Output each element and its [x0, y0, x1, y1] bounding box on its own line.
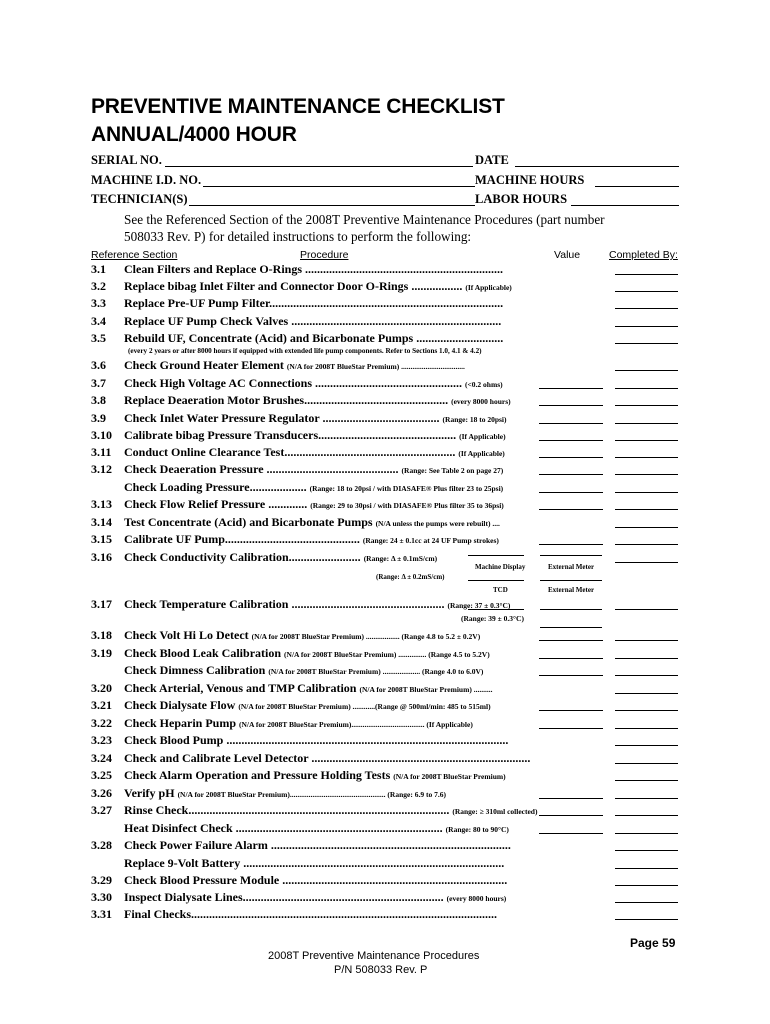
- procedure-text: [124, 445, 544, 460]
- serial-field[interactable]: [165, 166, 473, 167]
- procedure-note: (N/A for 2008T BlueStar Premium) .................. (Range 4.8 to 5.2 ± 0.2V): [251, 632, 481, 641]
- machine-id-row: [91, 173, 679, 191]
- section-number: 3.18: [91, 628, 112, 642]
- external-meter-label-2: External Meter: [548, 586, 595, 594]
- section-number: 3.17: [91, 597, 112, 611]
- conductivity-external-meter-field[interactable]: [540, 555, 602, 556]
- checklist-row: [91, 597, 681, 614]
- checklist-row: [91, 698, 681, 715]
- procedure-label: Rebuild UF, Concentrate (Acid) and Bicarbonate Pumps .............................: [124, 331, 504, 345]
- reference-section-header: Reference Section: [91, 249, 178, 261]
- section-number: 3.16: [91, 550, 112, 564]
- checklist-row: [91, 497, 681, 514]
- value-field[interactable]: [539, 509, 603, 510]
- checklist-row: [91, 821, 681, 838]
- section-number: 3.4: [91, 314, 106, 328]
- procedure-note: (Range: 29 to 30psi / with DIASAFE® Plus filter 35 to 36psi): [310, 501, 504, 510]
- procedure-label: Clean Filters and Replace O-Rings ..................................................................: [124, 262, 503, 276]
- value-field[interactable]: [539, 457, 603, 458]
- procedure-note: (If Applicable): [458, 449, 505, 458]
- checklist-row: [91, 856, 681, 873]
- procedure-label: Check and Calibrate Level Detector .........................................................................: [124, 751, 531, 765]
- section-number: 3.11: [91, 445, 112, 459]
- procedure-text: [124, 411, 544, 426]
- tcd-label: TCD: [493, 586, 508, 594]
- completed-by-header: Completed By:: [609, 249, 678, 261]
- completed-by-field[interactable]: [615, 326, 678, 327]
- procedure-note: (Range: 18 to 20psi): [442, 415, 507, 424]
- value-field[interactable]: [539, 405, 603, 406]
- technicians-label: TECHNICIAN(S): [91, 192, 188, 206]
- procedure-label: Calibrate UF Pump.............................................: [124, 532, 360, 546]
- checklist-row: [91, 873, 681, 890]
- technicians-field[interactable]: [189, 205, 475, 206]
- completed-by-field[interactable]: [615, 850, 678, 851]
- completed-by-field[interactable]: [615, 405, 678, 406]
- procedure-text: [124, 681, 544, 696]
- page-number: Page 59: [630, 936, 676, 950]
- procedure-text: [124, 314, 544, 329]
- section-number: 3.31: [91, 907, 112, 921]
- completed-by-field[interactable]: [615, 728, 678, 729]
- page-title: PREVENTIVE MAINTENANCE CHECKLIST: [91, 95, 505, 118]
- value-field[interactable]: [539, 640, 603, 641]
- procedure-note: (<0.2 ohms): [465, 380, 503, 389]
- completed-by-field[interactable]: [615, 675, 678, 676]
- procedure-note: (Range: 24 ± 0.1cc at 24 UF Pump strokes): [362, 536, 499, 545]
- procedure-text: [124, 733, 544, 748]
- completed-by-field[interactable]: [615, 885, 678, 886]
- checklist-row: [91, 480, 681, 497]
- completed-by-field[interactable]: [615, 763, 678, 764]
- section-number: 3.14: [91, 515, 112, 529]
- completed-by-field[interactable]: [615, 474, 678, 475]
- external-meter-label: External Meter: [548, 563, 595, 571]
- procedure-text: [124, 515, 544, 530]
- checklist-row: [91, 716, 681, 733]
- procedure-note: (N/A unless the pumps were rebuilt) ....: [375, 519, 500, 528]
- procedure-text: [124, 716, 544, 731]
- completed-by-field[interactable]: [615, 609, 678, 610]
- machine-id-label: MACHINE I.D. NO.: [91, 173, 202, 187]
- completed-by-field[interactable]: [615, 343, 678, 344]
- completed-by-field[interactable]: [615, 640, 678, 641]
- machine-hours-field[interactable]: [595, 186, 679, 187]
- completed-by-field[interactable]: [615, 693, 678, 694]
- section-number: 3.27: [91, 803, 112, 817]
- section-number: 3.21: [91, 698, 112, 712]
- value-field[interactable]: [539, 833, 603, 834]
- procedure-label: Check Deaeration Pressure ............................................: [124, 462, 399, 476]
- procedure-note: (N/A for 2008T BlueStar Premium)....................................... (If Applicable): [239, 720, 473, 729]
- procedure-label: Replace UF Pump Check Valves ......................................................................: [124, 314, 502, 328]
- footer-title: 2008T Preventive Maintenance Procedures: [268, 950, 480, 962]
- section-number: 3.2: [91, 279, 106, 293]
- section-number: 3.1: [91, 262, 106, 276]
- procedure-text: [124, 393, 544, 408]
- completed-by-field[interactable]: [615, 492, 678, 493]
- checklist-row: [91, 890, 681, 907]
- procedure-label: Check Volt Hi Lo Detect: [124, 628, 249, 642]
- section-number: 3.30: [91, 890, 112, 904]
- section-number: 3.24: [91, 751, 112, 765]
- date-field[interactable]: [515, 166, 679, 167]
- section-number: 3.8: [91, 393, 106, 407]
- procedure-text: [124, 821, 544, 836]
- procedure-text: [124, 768, 544, 783]
- checklist-row: [91, 393, 681, 410]
- procedure-text: [124, 786, 544, 801]
- completed-by-field[interactable]: [615, 457, 678, 458]
- procedure-label: Check Heparin Pump: [124, 716, 237, 730]
- completed-by-field[interactable]: [615, 388, 678, 389]
- value-field[interactable]: [539, 798, 603, 799]
- procedure-text: [124, 646, 544, 661]
- procedure-text: [124, 376, 544, 391]
- procedure-label: Replace Pre-UF Pump Filter..............................................................................: [124, 296, 504, 310]
- value-field[interactable]: [539, 675, 603, 676]
- procedure-label: Check Inlet Water Pressure Regulator .......................................: [124, 411, 440, 425]
- procedure-label: Check Alarm Operation and Pressure Holding Tests: [124, 768, 391, 782]
- procedure-note: (Range: 37 ± 0.3°C): [447, 601, 511, 610]
- checklist-row: [91, 803, 681, 820]
- completed-by-field[interactable]: [615, 440, 678, 441]
- procedure-label: Check Arterial, Venous and TMP Calibration: [124, 681, 357, 695]
- procedure-label: Calibrate bibag Pressure Transducers..............................................: [124, 428, 457, 442]
- procedure-text: [124, 279, 544, 294]
- completed-by-field[interactable]: [615, 868, 678, 869]
- procedure-label: Replace Deaeration Motor Brushes................................................: [124, 393, 449, 407]
- checklist-row: [91, 733, 681, 750]
- procedure-note: (Range: See Table 2 on page 27): [401, 466, 504, 475]
- procedure-note: (Range: ≥ 310ml collected): [452, 807, 538, 816]
- procedure-text: [124, 663, 544, 678]
- machine-hours-label: MACHINE HOURS: [475, 173, 585, 187]
- procedure-text: [124, 331, 544, 346]
- procedure-note: (If Applicable): [465, 283, 512, 292]
- checklist-row: [91, 358, 681, 375]
- checklist-row: [91, 428, 681, 445]
- section-number: 3.25: [91, 768, 112, 782]
- checklist-row: [91, 411, 681, 428]
- checklist-row: [91, 907, 681, 924]
- section-number: 3.19: [91, 646, 112, 660]
- procedure-text: [124, 628, 544, 643]
- procedure-note: (N/A for 2008T BlueStar Premium) ..................................: [286, 362, 465, 371]
- section-number: 3.26: [91, 786, 112, 800]
- value-field[interactable]: [539, 388, 603, 389]
- completed-by-field[interactable]: [615, 745, 678, 746]
- procedure-text: [124, 751, 544, 766]
- procedure-label: Check Dialysate Flow: [124, 698, 236, 712]
- checklist-row: [91, 262, 681, 279]
- procedure-text: [124, 873, 544, 888]
- procedure-label: Check Conductivity Calibration........................: [124, 550, 361, 564]
- completed-by-field[interactable]: [615, 423, 678, 424]
- procedure-note: (Range: Δ ± 0.1mS/cm): [363, 554, 438, 563]
- procedure-text: [124, 856, 544, 871]
- labor-hours-label: LABOR HOURS: [475, 192, 568, 206]
- section-number: 3.5: [91, 331, 106, 345]
- value-field[interactable]: [539, 440, 603, 441]
- procedure-label: Test Concentrate (Acid) and Bicarbonate Pumps: [124, 515, 373, 529]
- checklist-row: [91, 838, 681, 855]
- procedure-label: Check Ground Heater Element: [124, 358, 284, 372]
- procedure-label: Conduct Online Clearance Test.........................................................: [124, 445, 456, 459]
- procedure-label: Replace 9-Volt Battery .......................................................................................: [124, 856, 505, 870]
- checklist-row: [91, 681, 681, 698]
- serial-date-row: [91, 153, 679, 171]
- value-field[interactable]: [539, 544, 603, 545]
- value-field[interactable]: [539, 423, 603, 424]
- procedure-note: (Range: 18 to 20psi / with DIASAFE® Plus filter 23 to 25psi): [309, 484, 504, 493]
- completed-by-field[interactable]: [615, 308, 678, 309]
- section-number: 3.29: [91, 873, 112, 887]
- completed-by-field[interactable]: [615, 710, 678, 711]
- section-number: 3.12: [91, 462, 112, 476]
- procedure-note: (N/A for 2008T BlueStar Premium)................................................... (Range: 6.9 to 7.6): [177, 790, 446, 799]
- completed-by-field[interactable]: [615, 509, 678, 510]
- section-number: 3.7: [91, 376, 106, 390]
- pump-note: (every 2 years or after 8000 hours if equipped with extended life pump components. Refer to Sections 1.0, 4.1 & 4.2): [128, 347, 482, 355]
- procedure-text: [124, 497, 544, 512]
- procedure-label: Inspect Dialysate Lines...................................................................: [124, 890, 444, 904]
- procedure-text: [124, 480, 544, 495]
- checklist-row: [91, 628, 681, 645]
- procedure-label: Check Dimness Calibration: [124, 663, 266, 677]
- value-field[interactable]: [539, 728, 603, 729]
- conductivity-2-machine-display-field[interactable]: [468, 580, 524, 581]
- procedure-note: (every 8000 hours): [446, 894, 507, 903]
- section-number: 3.10: [91, 428, 112, 442]
- procedure-text: [124, 428, 544, 443]
- procedure-text: [124, 838, 544, 853]
- procedure-text: [124, 698, 544, 713]
- procedure-label: Check Power Failure Alarm ................................................................................: [124, 838, 511, 852]
- procedure-note: (N/A for 2008T BlueStar Premium) ............(Range @ 500ml/min: 485 to 515ml): [238, 702, 491, 711]
- checklist-row: [91, 462, 681, 479]
- procedure-label: Check High Voltage AC Connections .................................................: [124, 376, 463, 390]
- checklist-row: [91, 751, 681, 768]
- procedure-label: Replace bibag Inlet Filter and Connector Door O-Rings .................: [124, 279, 463, 293]
- checklist-row: [91, 646, 681, 663]
- intro-line-2: 508033 Rev. P) for detailed instructions to perform the following:: [124, 229, 472, 244]
- completed-by-field[interactable]: [615, 370, 678, 371]
- value-field[interactable]: [539, 710, 603, 711]
- checklist-row: [91, 532, 681, 549]
- procedure-note: (If Applicable): [459, 432, 506, 441]
- completed-by-field[interactable]: [615, 815, 678, 816]
- procedure-label: Check Flow Relief Pressure .............: [124, 497, 308, 511]
- section-number: 3.13: [91, 497, 112, 511]
- procedure-text: [124, 462, 544, 477]
- procedure-note: (every 8000 hours): [451, 397, 511, 406]
- temperature-range-2: (Range: 39 ± 0.3°C): [461, 614, 524, 623]
- checklist-row: [91, 296, 681, 313]
- procedure-note: (N/A for 2008T BlueStar Premium) .................... (Range 4.0 to 6.0V): [268, 667, 484, 676]
- procedure-text: [124, 907, 544, 922]
- value-field[interactable]: [539, 492, 603, 493]
- procedure-label: Heat Disinfect Check .....................................................................: [124, 821, 443, 835]
- completed-by-field[interactable]: [615, 562, 678, 563]
- completed-by-field[interactable]: [615, 902, 678, 903]
- value-field[interactable]: [539, 658, 603, 659]
- checklist-row: [91, 445, 681, 462]
- procedure-text: [124, 262, 544, 277]
- checklist-row: [91, 314, 681, 331]
- completed-by-field[interactable]: [615, 527, 678, 528]
- completed-by-field[interactable]: [615, 919, 678, 920]
- procedure-label: Verify pH: [124, 786, 175, 800]
- value-field[interactable]: [539, 474, 603, 475]
- section-number: 3.23: [91, 733, 112, 747]
- procedure-label: Check Blood Leak Calibration: [124, 646, 282, 660]
- checklist-row: [91, 515, 681, 532]
- value-field[interactable]: [539, 815, 603, 816]
- procedure-label: Check Temperature Calibration ...................................................: [124, 597, 445, 611]
- machine-display-label: Machine Display: [475, 563, 526, 571]
- checklist-row: [91, 663, 681, 680]
- completed-by-field[interactable]: [615, 780, 678, 781]
- procedure-header: Procedure: [300, 249, 349, 261]
- procedure-note: (N/A for 2008T BlueStar Premium): [393, 772, 506, 781]
- checklist-row: [91, 376, 681, 393]
- procedure-text: [124, 296, 544, 311]
- section-number: 3.3: [91, 296, 106, 310]
- procedure-label: Rinse Check.......................................................................................: [124, 803, 450, 817]
- section-number: 3.15: [91, 532, 112, 546]
- temp-2-value-field[interactable]: [540, 627, 602, 628]
- procedure-label: Check Blood Pressure Module ...........................................................................: [124, 873, 508, 887]
- labor-hours-field[interactable]: [571, 205, 679, 206]
- procedure-label: Final Checks......................................................................................................: [124, 907, 498, 921]
- completed-by-field[interactable]: [615, 291, 678, 292]
- checklist-row: [91, 786, 681, 803]
- checklist-row: [91, 331, 681, 348]
- intro-line-1: See the Referenced Section of the 2008T Preventive Maintenance Procedures (part number: [124, 212, 605, 227]
- completed-by-field[interactable]: [615, 274, 678, 275]
- section-number: 3.9: [91, 411, 106, 425]
- procedure-text: [124, 358, 544, 373]
- completed-by-field[interactable]: [615, 833, 678, 834]
- footer-part-number: P/N 508033 Rev. P: [334, 964, 428, 976]
- procedure-label: Check Blood Pump ..............................................................................................: [124, 733, 509, 747]
- temp-tcd-field[interactable]: [468, 609, 524, 610]
- technician-row: [91, 192, 679, 210]
- temp-external-meter-field[interactable]: [540, 609, 602, 610]
- completed-by-field[interactable]: [615, 544, 678, 545]
- conductivity-machine-display-field[interactable]: [468, 555, 524, 556]
- checklist-row: [91, 279, 681, 296]
- conductivity-2-external-meter-field[interactable]: [540, 580, 602, 581]
- checklist-row: [91, 768, 681, 785]
- date-label: DATE: [475, 153, 509, 167]
- section-number: 3.28: [91, 838, 112, 852]
- machine-id-field[interactable]: [203, 186, 475, 187]
- value-header: Value: [554, 249, 581, 261]
- section-number: 3.20: [91, 681, 112, 695]
- page-subtitle: ANNUAL/4000 HOUR: [91, 123, 297, 146]
- serial-label: SERIAL NO.: [91, 153, 162, 167]
- procedure-note: (Range: 80 to 90°C): [445, 825, 509, 834]
- procedure-text: [124, 890, 544, 905]
- completed-by-field[interactable]: [615, 798, 678, 799]
- procedure-note: (N/A for 2008T BlueStar Premium) ..........: [359, 685, 493, 694]
- section-number: 3.22: [91, 716, 112, 730]
- completed-by-field[interactable]: [615, 658, 678, 659]
- procedure-note: (N/A for 2008T BlueStar Premium) ............... (Range 4.5 to 5.2V): [284, 650, 490, 659]
- procedure-label: Check Loading Pressure...................: [124, 480, 307, 494]
- procedure-text: [124, 803, 544, 818]
- procedure-text: [124, 532, 544, 547]
- conductivity-range-2: (Range: Δ ± 0.2mS/cm): [376, 573, 445, 581]
- section-number: 3.6: [91, 358, 106, 372]
